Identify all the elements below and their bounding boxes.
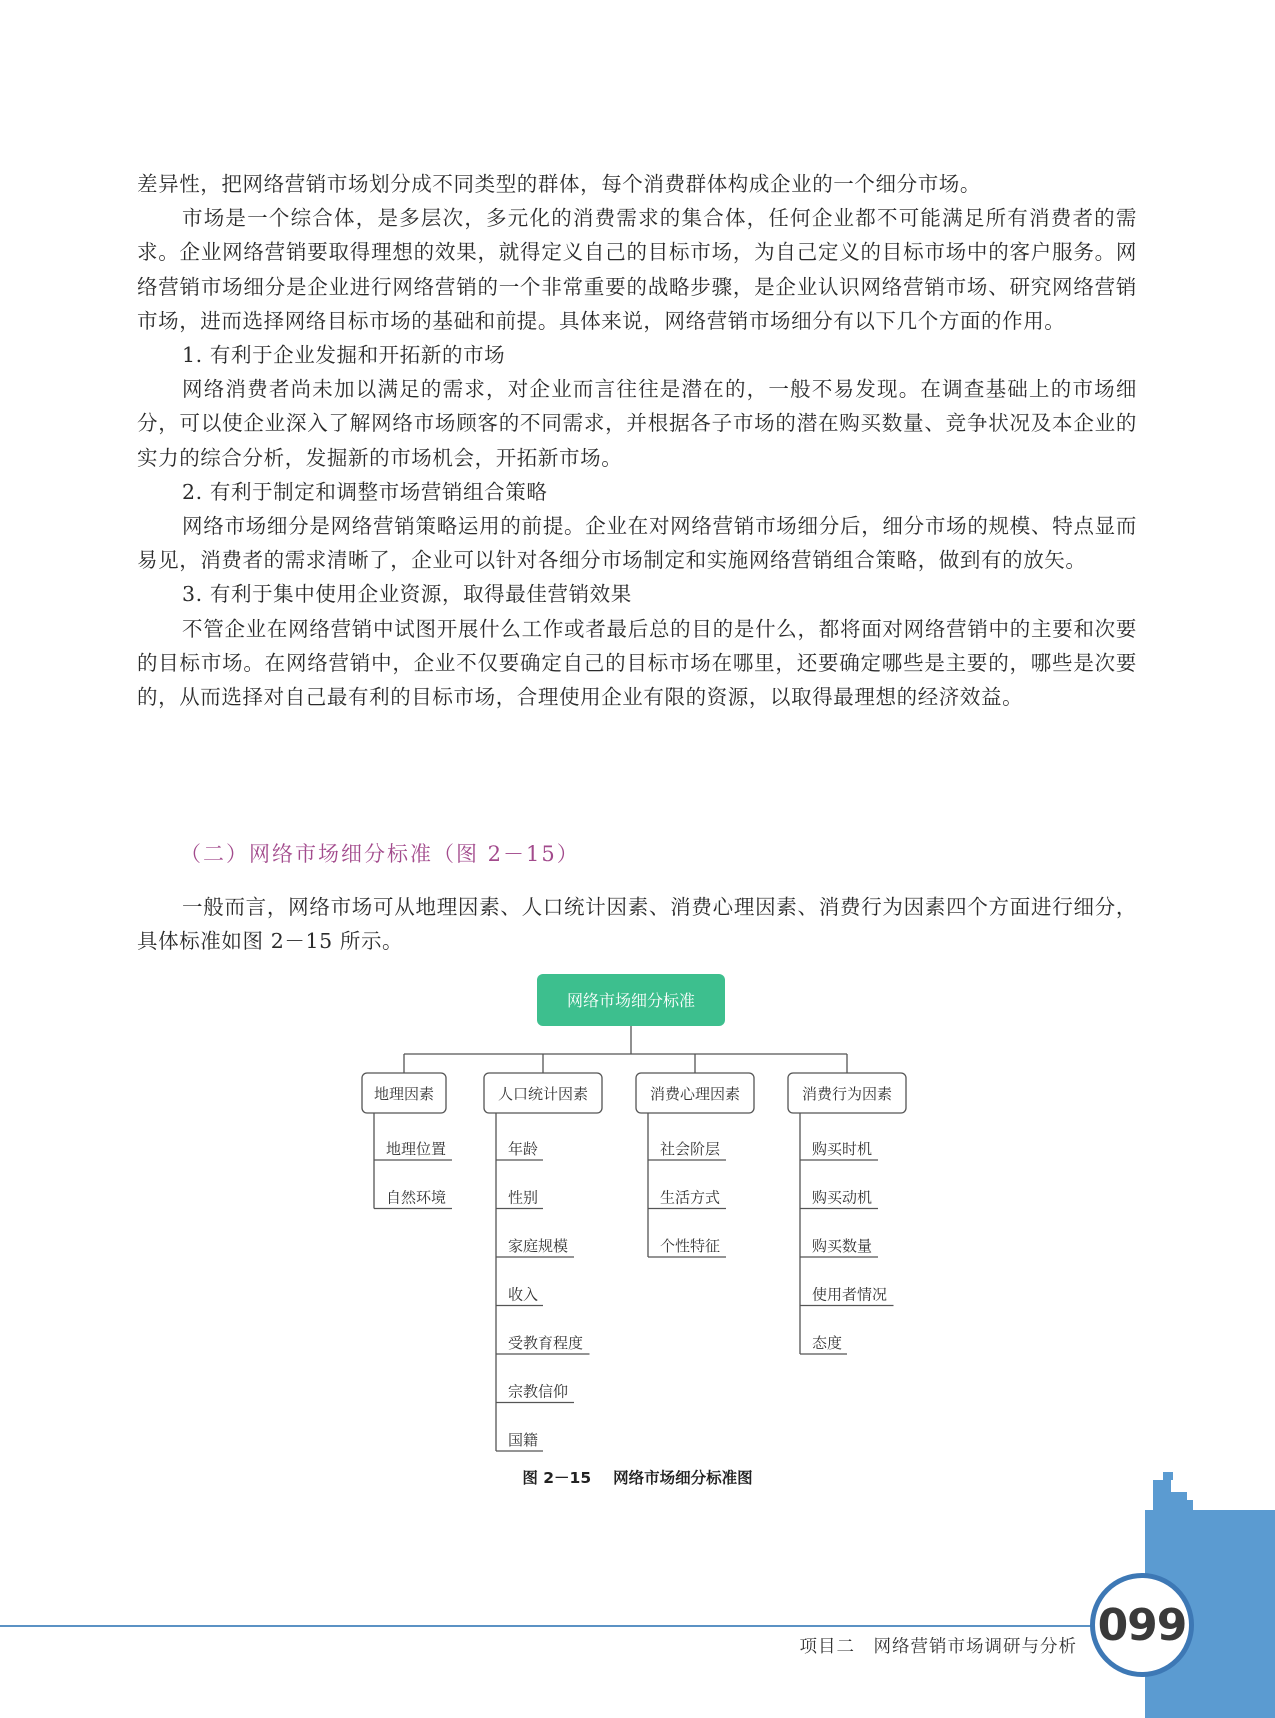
pixel-decoration <box>1163 1472 1173 1480</box>
paragraph: 一般而言，网络市场可从地理因素、人口统计因素、消费心理因素、消费行为因素四个方面进行细分，具体标准如图 2－15 所示。 <box>137 895 1137 954</box>
item-label: 国籍 <box>508 1431 539 1449</box>
numbered-heading: 1. 有利于企业发掘和开拓新的市场 <box>182 343 506 368</box>
item-label: 受教育程度 <box>508 1334 584 1352</box>
item-label: 宗教信仰 <box>508 1382 569 1401</box>
root-label: 网络市场细分标准 <box>566 991 696 1010</box>
item-label: 性别 <box>508 1188 539 1207</box>
item-label: 购买动机 <box>812 1188 873 1207</box>
figure-number: 图 2－15 <box>522 1469 592 1487</box>
category-label: 人口统计因素 <box>497 1085 589 1103</box>
item-label: 个性特征 <box>660 1237 721 1255</box>
figure-caption <box>0 1466 1275 1488</box>
category-label: 消费心理因素 <box>649 1085 741 1103</box>
page-number: 099 <box>1097 1599 1187 1651</box>
item-label: 家庭规模 <box>508 1237 569 1255</box>
numbered-heading: 3. 有利于集中使用企业资源，取得最佳营销效果 <box>182 582 632 607</box>
section-heading: （二）网络市场细分标准（图 2－15） <box>180 842 580 866</box>
item-label: 年龄 <box>508 1140 539 1158</box>
item-label: 使用者情况 <box>812 1285 888 1304</box>
paragraph: 网络消费者尚未加以满足的需求，对企业而言往往是潜在的，一般不易发现。在调查基础上的市场细分，可以使企业深入了解网络市场顾客的不同需求，并根据各子市场的潜在购买数量、竞争状况及本企业的实力的综合分析，发掘新的市场机会，开拓新市场。 <box>137 377 1137 470</box>
paragraph: 不管企业在网络营销中试图开展什么工作或者最后总的目的是什么，都将面对网络营销中的主要和次要的目标市场。在网络营销中，企业不仅要确定自己的目标市场在哪里，还要确定哪些是主要的，哪些是次要的，从而选择对自己最有利的目标市场，合理使用企业有限的资源，以取得最理想的经济效益。 <box>137 616 1137 710</box>
category-label: 消费行为因素 <box>801 1085 893 1103</box>
figure-title: 网络市场细分标准图 <box>613 1469 753 1487</box>
category-label: 地理因素 <box>373 1085 435 1103</box>
paragraph: 网络市场细分是网络营销策略运用的前提。企业在对网络营销市场细分后，细分市场的规模、特点显而易见，消费者的需求清晰了，企业可以针对各细分市场制定和实施网络营销组合策略，做到有的放矢。 <box>137 514 1137 573</box>
pixel-decoration <box>1183 1500 1193 1510</box>
item-label: 购买数量 <box>812 1237 873 1255</box>
item-label: 购买时机 <box>812 1140 873 1158</box>
item-label: 收入 <box>508 1285 539 1304</box>
footer-rule <box>0 1625 1135 1627</box>
numbered-heading: 2. 有利于制定和调整市场营销组合策略 <box>182 479 548 504</box>
item-label: 自然环境 <box>386 1188 447 1207</box>
page-number-badge <box>1090 1573 1194 1677</box>
item-label: 生活方式 <box>660 1188 721 1207</box>
paragraph: 差异性，把网络营销市场划分成不同类型的群体，每个消费群体构成企业的一个细分市场。 <box>137 172 981 196</box>
paragraph: 市场是一个综合体，是多层次，多元化的消费需求的集合体，任何企业都不可能满足所有消费者的需求。企业网络营销要取得理想的效果，就得定义自己的目标市场，为自己定义的目标市场中的客户服务。网络营销市场细分是企业进行网络营销的一个非常重要的战略步骤，是企业认识网络营销市场、研究网络营销市场，进而选择网络目标市场的基础和前提。具体来说，网络营销市场细分有以下几个方面的作用。 <box>137 206 1137 333</box>
item-label: 地理位置 <box>386 1140 447 1158</box>
pixel-decoration <box>1153 1503 1163 1513</box>
item-label: 态度 <box>812 1334 843 1352</box>
item-label: 社会阶层 <box>660 1140 721 1158</box>
running-footer: 项目二 网络营销市场调研与分析 <box>799 1637 1077 1657</box>
